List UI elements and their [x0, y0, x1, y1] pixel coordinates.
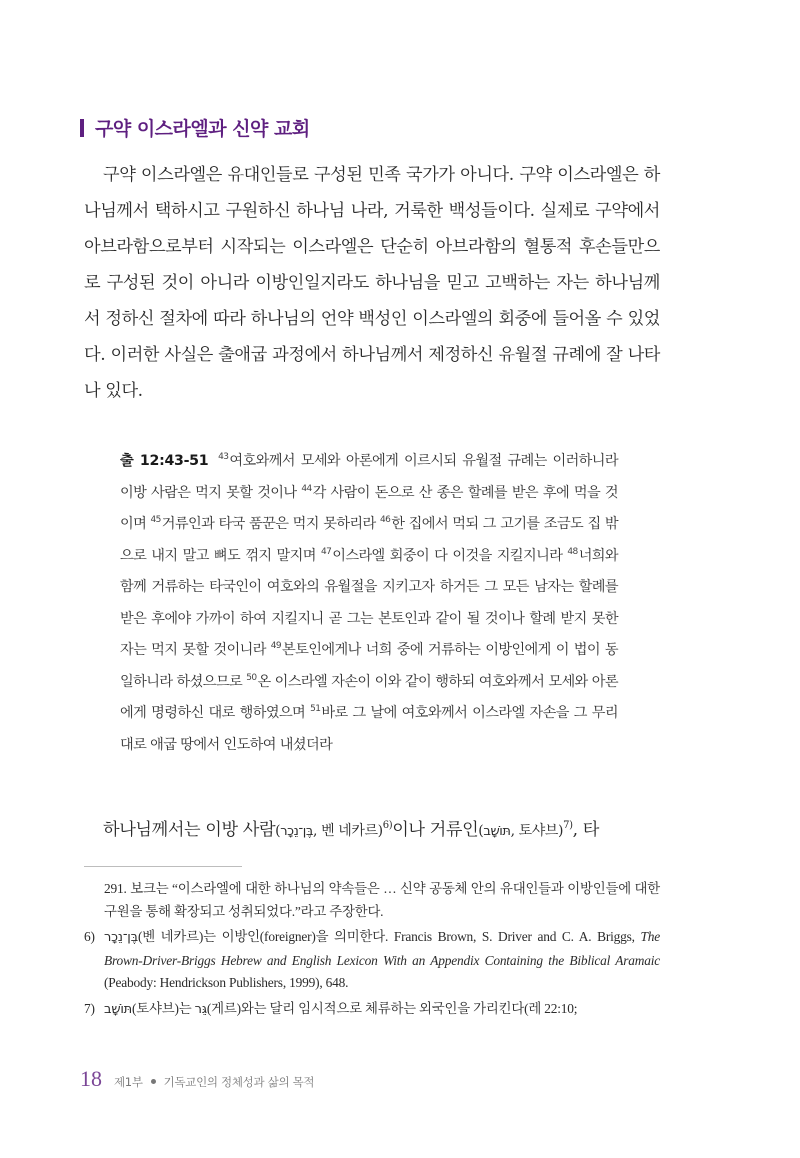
- continuation-paragraph: [84, 812, 660, 850]
- scripture-reference: 출 12:43-51: [120, 453, 209, 469]
- hebrew-term: בֶּן־נֵכָר: [104, 930, 138, 945]
- verse-text: 거류인과 타국 품꾼은 먹지 못하리라: [161, 516, 380, 532]
- book-title: The Brown-Driver-Briggs Hebrew and English Lexicon With an Appendix Containing the Biblical Aramaic: [104, 929, 660, 968]
- hebrew-term: תּוֹשָׁב: [483, 824, 511, 839]
- verse-number: 49: [270, 641, 282, 651]
- footnote-ref-6[interactable]: 6): [382, 820, 393, 831]
- verse: [151, 516, 380, 532]
- footnote-body: [104, 926, 660, 995]
- verse-number: 48: [567, 546, 578, 557]
- footnote-divider: [84, 866, 242, 867]
- verse-number: 51: [310, 704, 321, 714]
- paren: (: [478, 823, 484, 839]
- heading-accent-bar: [80, 119, 84, 137]
- transliteration: , 토샤브): [510, 823, 564, 839]
- footnote-text: (Peabody: Hendrickson Publishers, 1999), 648.: [104, 975, 349, 990]
- verse-text: 이스라엘 회중이 다 이것을 지킬지니라: [332, 547, 568, 564]
- bullet-separator-icon: [151, 1079, 156, 1084]
- footnotes: [84, 878, 660, 1024]
- footnote-291: 291. 보크는 “이스라엘에 대한 하나님의 약속들은 … 신약 공동체 안의 유대인들과 이방인들에 대한 구원을 통해 확장되고 성취되었다.”라고 주장한다.: [104, 881, 660, 919]
- continuation-text: 이나 거류인: [392, 820, 479, 840]
- verse-text: 바로 그 날에 여호와께서 이스라엘 자손을 그 무리대로 애굽 땅에서 인도하여 내셨더라: [120, 705, 618, 753]
- verse-text: 각 사람이 돈으로 산 종은 할례를 받은 후에 먹을 것이며: [120, 484, 619, 532]
- footnote-number: 7): [84, 1000, 95, 1016]
- hebrew-term: תּוֹשָׁב: [104, 1001, 133, 1017]
- verse-number: 45: [150, 515, 161, 525]
- verse-number: 47: [320, 546, 332, 557]
- page-footer: [80, 1066, 314, 1092]
- footnote-text: (벤 네카르)는 이방인(foreigner)을 의미한다. Francis Brown, S. Driver and C. A. Briggs,: [137, 929, 641, 944]
- verse-text: 한 집에서 먹되 그 고기를 조금도 집 밖으로 내지 말고 뼈도 꺾지 말지며: [120, 516, 618, 564]
- verse-text: 온 이스라엘 자손이 이와 같이 행하되 여호와께서 모세와 아론에게 명령하신 대로 행하였으며: [120, 673, 618, 721]
- body-paragraph: 구약 이스라엘은 유대인들로 구성된 민족 국가가 아니다. 구약 이스라엘은 하나님께서 택하시고 구원하신 하나님 나라, 거룩한 백성들이다. 실제로 구약에서 아브라함으로부터 시작되는 이스라엘은 단순히 아브라함의 혈통적 후손들만으로 구성된 것이 아니라 이방인일지라도 하나님을 믿고 고백하는 자는 하나님께서 정하신 절차에 따라 하나님의 언약 백성인 이스라엘의 회중에 들어올 수 있었다. 이러한 사실은 출애굽 과정에서 하나님께서 제정하신 유월절 규례에 잘 나타나 있다.: [84, 165, 660, 401]
- footnote-number: 6): [84, 929, 95, 944]
- verse-number: 46: [379, 515, 391, 525]
- verse-text: 너희와 함께 거류하는 타국인이 여호와의 유월절을 지키고자 하거든 그 모든 남자는 할례를 받은 후에야 가까이 하여 지킬지니 곧 그는 본토인과 같이 될 것이나 할례 받지 못한 자는 먹지 못할 것이니라: [120, 547, 619, 658]
- section-heading: [80, 114, 310, 141]
- footnote-text: (토샤브)는: [132, 1000, 195, 1016]
- verse-text: 여호와께서 모세와 아론에게 이르시되 유월절 규례는 이러하니라 이방 사람은 먹지 못할 것이나: [120, 453, 618, 501]
- continuation-text: , 타: [572, 820, 599, 840]
- page-number: 18: [80, 1066, 102, 1091]
- footnote-body: [104, 998, 660, 1022]
- footer-chapter-title: 기독교인의 정체성과 삶의 목적: [163, 1075, 315, 1089]
- hebrew-term: גֵּר: [194, 1001, 207, 1017]
- verse-number: 50: [246, 672, 257, 683]
- paren: (: [275, 823, 281, 839]
- footnote-text: (게르)와는 달리 임시적으로 체류하는 외국인을 가리킨다(레 22:10;: [206, 1000, 578, 1016]
- continuation-text: 하나님께서는 이방 사람: [103, 820, 276, 840]
- section-heading-text: 구약 이스라엘과 신약 교회: [95, 118, 310, 140]
- footnote-6: [84, 926, 660, 995]
- verse-number: 43: [218, 452, 229, 462]
- footnote-7: [84, 998, 660, 1022]
- footnote-ref-7[interactable]: 7): [563, 820, 573, 831]
- verse-text: 본토인에게나 너희 중에 거류하는 이방인에게 이 법이 동일하니라 하셨으므로: [120, 642, 618, 690]
- verse: [321, 548, 567, 564]
- footer-part-label: 제1부: [114, 1075, 143, 1089]
- hebrew-term: בֶּן־נֵכָר: [280, 824, 314, 839]
- scripture-quote: [120, 446, 618, 761]
- transliteration: , 벤 네카르): [313, 823, 383, 839]
- verse-number: 44: [301, 483, 312, 494]
